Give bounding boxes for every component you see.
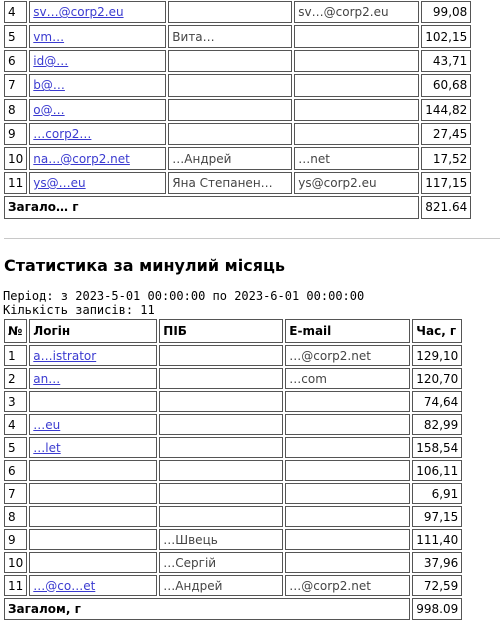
row-name — [159, 483, 283, 504]
row-number: 5 — [4, 437, 27, 458]
row-number: 10 — [4, 552, 27, 573]
row-email — [285, 506, 410, 527]
row-number: 7 — [4, 74, 27, 96]
row-number: 10 — [4, 147, 27, 169]
section-title: Статистика за минулий місяць — [4, 256, 285, 275]
section-divider — [4, 238, 500, 239]
row-hours: 111,40 — [412, 529, 462, 550]
previous-stats-table — [2, 0, 473, 221]
row-number: 8 — [4, 506, 27, 527]
table-row — [4, 552, 462, 573]
row-login-link[interactable]: a…istrator — [29, 345, 157, 366]
row-email — [294, 74, 419, 96]
table-row — [4, 506, 462, 527]
column-header-number: № — [4, 319, 27, 343]
row-hours: 17,52 — [421, 147, 471, 169]
table-row — [4, 345, 462, 366]
table-row — [4, 483, 462, 504]
row-name: Вита… — [168, 25, 292, 47]
row-name — [159, 391, 283, 412]
row-email — [294, 123, 419, 145]
previous-stats-section — [2, 0, 473, 221]
row-login-link[interactable]: …eu — [29, 414, 157, 435]
row-name — [168, 1, 292, 23]
table-total-row — [4, 196, 471, 218]
column-header-hours: Час, г — [412, 319, 462, 343]
row-email — [294, 50, 419, 72]
row-number: 6 — [4, 50, 27, 72]
row-email — [285, 529, 410, 550]
table-row — [4, 529, 462, 550]
row-number: 11 — [4, 575, 27, 596]
row-name — [168, 99, 292, 121]
row-login-link[interactable] — [29, 391, 157, 412]
table-row — [4, 25, 471, 47]
row-number: 7 — [4, 483, 27, 504]
row-hours: 82,99 — [412, 414, 462, 435]
row-email — [294, 99, 419, 121]
row-email — [285, 414, 410, 435]
table-row — [4, 147, 471, 169]
row-name — [159, 506, 283, 527]
row-hours: 117,15 — [421, 172, 471, 194]
row-login-link[interactable]: ys@…eu — [29, 172, 166, 194]
row-email — [285, 391, 410, 412]
row-login-link[interactable]: b@… — [29, 74, 166, 96]
table-row — [4, 437, 462, 458]
row-name: Яна Степанен… — [168, 172, 292, 194]
row-login-link[interactable]: id@… — [29, 50, 166, 72]
row-hours: 97,15 — [412, 506, 462, 527]
row-number: 3 — [4, 391, 27, 412]
record-count-text: Кількість записів: 11 — [3, 303, 155, 317]
row-number: 1 — [4, 345, 27, 366]
row-name — [159, 437, 283, 458]
row-hours: 74,64 — [412, 391, 462, 412]
row-hours: 6,91 — [412, 483, 462, 504]
row-number: 8 — [4, 99, 27, 121]
column-header-name: ПІБ — [159, 319, 283, 343]
table-header-row — [4, 319, 462, 343]
total-hours: 998.09 — [412, 598, 462, 620]
row-email: …@corp2.net — [285, 575, 410, 596]
table-row — [4, 50, 471, 72]
row-hours: 102,15 — [421, 25, 471, 47]
row-name — [159, 414, 283, 435]
table-row — [4, 368, 462, 389]
row-login-link[interactable]: …corp2… — [29, 123, 166, 145]
table-row — [4, 172, 471, 194]
row-name: …Сергій — [159, 552, 283, 573]
row-hours: 27,45 — [421, 123, 471, 145]
table-row — [4, 123, 471, 145]
row-hours: 129,10 — [412, 345, 462, 366]
row-hours: 158,54 — [412, 437, 462, 458]
row-number: 4 — [4, 414, 27, 435]
table-row — [4, 74, 471, 96]
row-hours: 120,70 — [412, 368, 462, 389]
row-name: …Андрей — [168, 147, 292, 169]
row-login-link[interactable] — [29, 529, 157, 550]
row-email: sv…@corp2.eu — [294, 1, 419, 23]
row-hours: 60,68 — [421, 74, 471, 96]
row-number: 11 — [4, 172, 27, 194]
section-meta — [3, 289, 364, 317]
row-name — [168, 123, 292, 145]
row-email: …@corp2.net — [285, 345, 410, 366]
row-name — [159, 368, 283, 389]
row-login-link[interactable]: vm… — [29, 25, 166, 47]
row-hours: 72,59 — [412, 575, 462, 596]
total-label: Загалом, г — [4, 598, 410, 620]
row-login-link[interactable]: …let — [29, 437, 157, 458]
row-hours: 37,96 — [412, 552, 462, 573]
table-row — [4, 460, 462, 481]
row-login-link[interactable]: …@co…et — [29, 575, 157, 596]
row-name — [168, 50, 292, 72]
row-name — [159, 345, 283, 366]
current-stats-table — [2, 317, 464, 622]
row-hours: 144,82 — [421, 99, 471, 121]
row-login-link[interactable]: an… — [29, 368, 157, 389]
table-row — [4, 414, 462, 435]
row-email: …net — [294, 147, 419, 169]
row-number: 2 — [4, 368, 27, 389]
column-header-email: E-mail — [285, 319, 410, 343]
row-email: ys@corp2.eu — [294, 172, 419, 194]
row-login-link[interactable] — [29, 483, 157, 504]
row-login-link[interactable]: sv…@corp2.eu — [29, 1, 166, 23]
period-text: Період: з 2023-5-01 00:00:00 по 2023-6-01 00:00:00 — [3, 289, 365, 303]
row-login-link[interactable]: o@… — [29, 99, 166, 121]
table-total-row — [4, 598, 462, 620]
row-hours: 43,71 — [421, 50, 471, 72]
row-number: 9 — [4, 123, 27, 145]
row-email — [285, 483, 410, 504]
row-name — [168, 74, 292, 96]
total-hours: 821.64 — [421, 196, 471, 218]
row-number: 6 — [4, 460, 27, 481]
row-email: …com — [285, 368, 410, 389]
row-email — [285, 460, 410, 481]
table-row — [4, 391, 462, 412]
row-name — [159, 460, 283, 481]
total-label: Загало… г — [4, 196, 419, 218]
row-email — [285, 552, 410, 573]
row-number: 4 — [4, 1, 27, 23]
row-login-link[interactable] — [29, 506, 157, 527]
row-login-link[interactable] — [29, 460, 157, 481]
table-row — [4, 99, 471, 121]
column-header-login[interactable]: Логін — [29, 319, 157, 343]
row-email — [285, 437, 410, 458]
row-number: 5 — [4, 25, 27, 47]
current-stats-section — [2, 317, 464, 622]
table-row — [4, 575, 462, 596]
row-email — [294, 25, 419, 47]
row-number: 9 — [4, 529, 27, 550]
row-hours: 99,08 — [421, 1, 471, 23]
row-name: …Андрей — [159, 575, 283, 596]
row-login-link[interactable] — [29, 552, 157, 573]
row-login-link[interactable]: na…@corp2.net — [29, 147, 166, 169]
table-row — [4, 1, 471, 23]
row-hours: 106,11 — [412, 460, 462, 481]
row-name: …Швець — [159, 529, 283, 550]
